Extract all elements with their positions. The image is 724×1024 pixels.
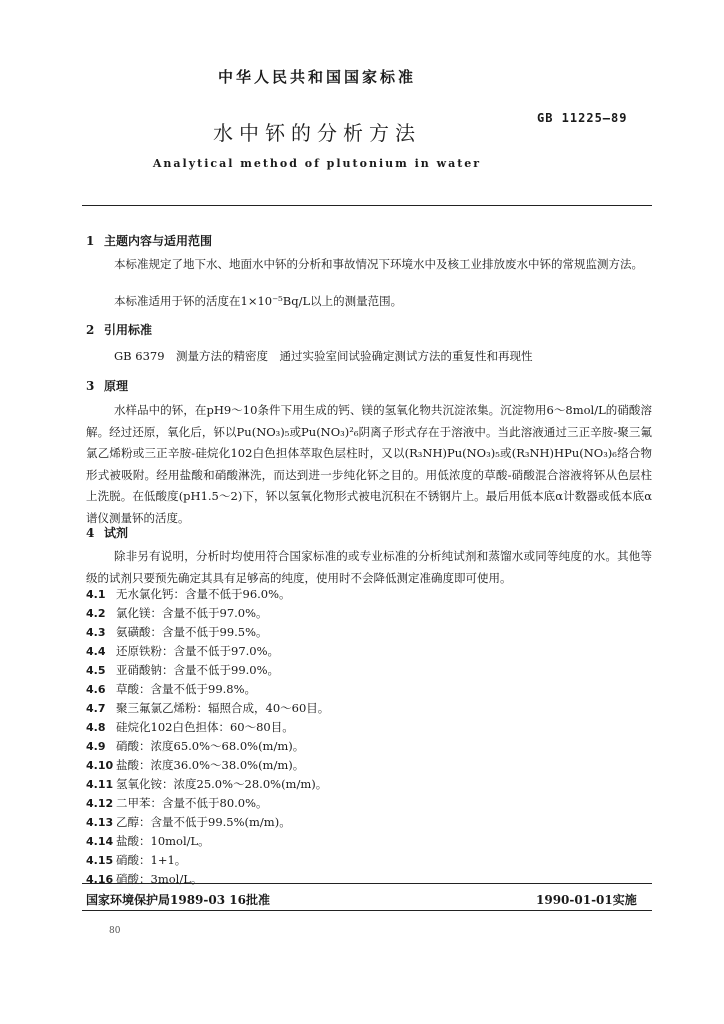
item-text: 亚硝酸钠：含量不低于99.0%。	[116, 663, 280, 677]
document-title: 水中钚的分析方法	[213, 121, 421, 145]
item-text: 无水氯化钙：含量不低于96.0%。	[116, 587, 291, 601]
item-text: 聚三氟氯乙烯粉：辐照合成，40～60目。	[116, 701, 330, 715]
section-3-paragraph-1: 水样品中的钚，在pH9～10条件下用生成的钙、镁的氢氧化物共沉淀浓集。沉淀物用6～8mol/L的硝酸溶解。经过还原，氧化后，钚以Pu(NO₃)₅或Pu(NO₃)²₆阴离子形式存在于溶液中。当此溶液通过三正辛胺-聚三氟氯乙烯粉或三正辛胺-硅烷化102白色担体萃取色层柱时，又以(R₃NH)Pu(NO₃)₅或(R₃NH)HPu(NO₃)₆络合物形式被吸附。经用盐酸和硝酸淋洗，而达到进一步纯化钚之目的。用低浓度的草酸-硝酸混合溶液将钚从色层柱上洗脱。在低酸度(pH1.5～2)下，钚以氢氧化物形式被电沉积在不锈钢片上。最后用低本底α计数器或低本底α谱仪测量钚的活度。	[86, 403, 652, 525]
list-item	[86, 585, 652, 604]
item-text: 还原铁粉：含量不低于97.0%。	[116, 644, 280, 658]
item-text: 硝酸：浓度65.0%～68.0%(m/m)。	[116, 739, 305, 753]
section-4-heading	[86, 524, 128, 541]
section-2-heading	[86, 321, 152, 338]
list-item	[86, 737, 652, 756]
item-text: 氢氧化铵：浓度25.0%～28.0%(m/m)。	[116, 777, 328, 791]
list-item	[86, 870, 652, 889]
list-item	[86, 794, 652, 813]
item-number: 4.6	[86, 683, 106, 696]
page-number: 80	[109, 926, 121, 936]
item-text: 乙醇：含量不低于99.5%(m/m)。	[116, 815, 291, 829]
footer-bottom-divider	[82, 910, 652, 911]
english-title: Analytical method of plutonium in water	[152, 157, 482, 170]
standard-number: GB 11225—89	[537, 111, 628, 125]
item-text: 二甲苯：含量不低于80.0%。	[116, 796, 268, 810]
item-number: 4.15	[86, 854, 114, 867]
item-number: 4.1	[86, 588, 106, 601]
item-text: 盐酸：浓度36.0%～38.0%(m/m)。	[116, 758, 305, 772]
list-item	[86, 642, 652, 661]
section-title: 原理	[104, 379, 129, 393]
section-title: 引用标准	[104, 323, 153, 337]
item-text: 草酸：含量不低于99.8%。	[116, 682, 257, 696]
list-item	[86, 832, 652, 851]
list-item	[86, 813, 652, 832]
section-number: 1	[86, 234, 95, 248]
list-item	[86, 756, 652, 775]
list-item	[86, 775, 652, 794]
section-4-paragraph-1: 除非另有说明，分析时均使用符合国家标准的或专业标准的分析纯试剂和蒸馏水或同等纯度的水。其他等级的试剂只要预先确定其具有足够高的纯度，使用时不会降低测定准确度即可使用。	[86, 549, 652, 585]
section-1-heading	[86, 232, 212, 249]
list-item	[86, 604, 652, 623]
list-item	[86, 661, 652, 680]
footer-divider	[82, 883, 652, 884]
effective-date: 1990-01-01实施	[536, 893, 637, 907]
item-text: 硅烷化102白色担体：60～80目。	[116, 720, 294, 734]
list-item	[86, 680, 652, 699]
issuer-heading: 中华人民共和国国家标准	[217, 68, 416, 86]
item-number: 4.4	[86, 645, 106, 658]
item-number: 4.9	[86, 740, 106, 753]
list-item	[86, 718, 652, 737]
item-number: 4.7	[86, 702, 106, 715]
section-2-paragraph-1: GB 6379 测量方法的精密度 通过实验室间试验确定测试方法的重复性和再现性	[114, 349, 533, 363]
item-number: 4.12	[86, 797, 114, 810]
item-number: 4.2	[86, 607, 106, 620]
item-text: 硝酸：1+1。	[116, 853, 187, 867]
item-text: 氯化镁：含量不低于97.0%。	[116, 606, 268, 620]
item-number: 4.13	[86, 816, 114, 829]
header-divider	[82, 205, 652, 206]
section-number: 4	[86, 526, 95, 540]
item-text: 硝酸：3mol/L。	[116, 872, 203, 886]
approval-date: 国家环境保护局1989-03 16批准	[86, 893, 270, 907]
list-item	[86, 699, 652, 718]
item-number: 4.5	[86, 664, 106, 677]
list-item	[86, 623, 652, 642]
item-text: 氨磺酸：含量不低于99.5%。	[116, 625, 268, 639]
section-3-heading	[86, 377, 128, 394]
item-number: 4.10	[86, 759, 114, 772]
item-number: 4.14	[86, 835, 114, 848]
item-number: 4.11	[86, 778, 114, 791]
item-number: 4.8	[86, 721, 106, 734]
item-number: 4.3	[86, 626, 106, 639]
section-1-paragraph-1: 本标准规定了地下水、地面水中钚的分析和事故情况下环境水中及核工业排放废水中钚的常规监测方法。	[114, 257, 643, 271]
section-number: 3	[86, 379, 95, 393]
list-item	[86, 851, 652, 870]
reagent-list	[86, 585, 652, 889]
section-number: 2	[86, 323, 95, 337]
section-title: 主题内容与适用范围	[104, 234, 213, 248]
item-text: 盐酸：10mol/L。	[116, 834, 210, 848]
section-1-paragraph-2: 本标准适用于钚的活度在1×10⁻⁵Bq/L以上的测量范围。	[114, 294, 403, 308]
item-number: 4.16	[86, 873, 114, 886]
section-title: 试剂	[104, 526, 129, 540]
